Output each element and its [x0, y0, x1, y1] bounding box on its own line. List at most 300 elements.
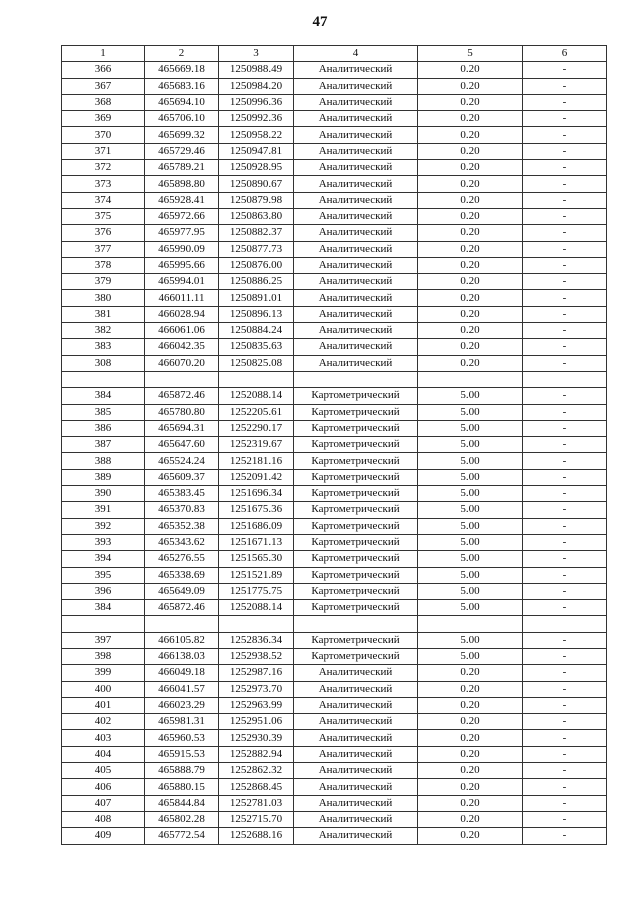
table-row	[62, 143, 607, 159]
column-header-6: 6	[523, 46, 607, 62]
point-number-cell: 391	[62, 502, 145, 518]
point-number-cell: 390	[62, 486, 145, 502]
note-cell: -	[523, 339, 607, 355]
table-row	[62, 176, 607, 192]
y-coordinate-cell: 1252963.99	[219, 697, 294, 713]
y-coordinate-cell: 1251671.13	[219, 534, 294, 550]
table-header-row	[62, 46, 607, 62]
point-number-cell: 369	[62, 111, 145, 127]
x-coordinate-cell: 465844.84	[145, 795, 219, 811]
point-number-cell: 381	[62, 306, 145, 322]
point-number-cell: 401	[62, 697, 145, 713]
table-row	[62, 78, 607, 94]
x-coordinate-cell: 466049.18	[145, 665, 219, 681]
accuracy-cell: 0.20	[418, 78, 523, 94]
point-number-cell: 375	[62, 208, 145, 224]
x-coordinate-cell	[145, 616, 219, 632]
y-coordinate-cell: 1252715.70	[219, 811, 294, 827]
x-coordinate-cell: 465898.80	[145, 176, 219, 192]
point-number-cell: 378	[62, 257, 145, 273]
point-number-cell: 402	[62, 714, 145, 730]
table-row	[62, 111, 607, 127]
y-coordinate-cell: 1252181.16	[219, 453, 294, 469]
table-row	[62, 665, 607, 681]
note-cell: -	[523, 648, 607, 664]
note-cell: -	[523, 208, 607, 224]
y-coordinate-cell: 1250928.95	[219, 160, 294, 176]
method-cell: Аналитический	[294, 828, 418, 844]
method-cell: Аналитический	[294, 665, 418, 681]
method-cell: Аналитический	[294, 94, 418, 110]
y-coordinate-cell: 1250882.37	[219, 225, 294, 241]
accuracy-cell: 0.20	[418, 208, 523, 224]
accuracy-cell: 0.20	[418, 257, 523, 273]
table-row	[62, 697, 607, 713]
note-cell: -	[523, 600, 607, 616]
y-coordinate-cell: 1252862.32	[219, 763, 294, 779]
table-row	[62, 551, 607, 567]
note-cell: -	[523, 779, 607, 795]
x-coordinate-cell: 465995.66	[145, 257, 219, 273]
method-cell: Картометрический	[294, 437, 418, 453]
separator-row	[62, 616, 607, 632]
point-number-cell: 373	[62, 176, 145, 192]
method-cell: Аналитический	[294, 306, 418, 322]
table-row	[62, 730, 607, 746]
method-cell: Аналитический	[294, 127, 418, 143]
note-cell: -	[523, 127, 607, 143]
accuracy-cell: 0.20	[418, 143, 523, 159]
method-cell: Аналитический	[294, 160, 418, 176]
method-cell: Аналитический	[294, 681, 418, 697]
y-coordinate-cell: 1252882.94	[219, 746, 294, 762]
y-coordinate-cell: 1252781.03	[219, 795, 294, 811]
column-header-1: 1	[62, 46, 145, 62]
method-cell: Картометрический	[294, 518, 418, 534]
accuracy-cell: 0.20	[418, 681, 523, 697]
note-cell: -	[523, 176, 607, 192]
table-row	[62, 681, 607, 697]
point-number-cell: 405	[62, 763, 145, 779]
column-header-2: 2	[145, 46, 219, 62]
note-cell: -	[523, 746, 607, 762]
y-coordinate-cell: 1250877.73	[219, 241, 294, 257]
note-cell: -	[523, 388, 607, 404]
y-coordinate-cell: 1250884.24	[219, 323, 294, 339]
table-row	[62, 192, 607, 208]
accuracy-cell: 5.00	[418, 567, 523, 583]
method-cell: Картометрический	[294, 632, 418, 648]
y-coordinate-cell: 1250947.81	[219, 143, 294, 159]
note-cell: -	[523, 681, 607, 697]
point-number-cell: 392	[62, 518, 145, 534]
accuracy-cell: 5.00	[418, 453, 523, 469]
accuracy-cell: 5.00	[418, 420, 523, 436]
point-number-cell: 394	[62, 551, 145, 567]
table-row	[62, 290, 607, 306]
note-cell: -	[523, 290, 607, 306]
method-cell: Аналитический	[294, 257, 418, 273]
table-row	[62, 534, 607, 550]
table-row	[62, 94, 607, 110]
table-row	[62, 811, 607, 827]
x-coordinate-cell	[145, 371, 219, 387]
point-number-cell: 393	[62, 534, 145, 550]
point-number-cell: 406	[62, 779, 145, 795]
y-coordinate-cell: 1252290.17	[219, 420, 294, 436]
accuracy-cell: 0.20	[418, 62, 523, 78]
method-cell: Картометрический	[294, 388, 418, 404]
x-coordinate-cell: 465276.55	[145, 551, 219, 567]
point-number-cell: 371	[62, 143, 145, 159]
point-number-cell: 374	[62, 192, 145, 208]
point-number-cell: 408	[62, 811, 145, 827]
y-coordinate-cell: 1250958.22	[219, 127, 294, 143]
accuracy-cell: 0.20	[418, 697, 523, 713]
column-header-3: 3	[219, 46, 294, 62]
note-cell: -	[523, 453, 607, 469]
x-coordinate-cell: 466041.57	[145, 681, 219, 697]
method-cell	[294, 371, 418, 387]
method-cell: Аналитический	[294, 192, 418, 208]
table-row	[62, 583, 607, 599]
accuracy-cell: 0.20	[418, 306, 523, 322]
x-coordinate-cell: 466023.29	[145, 697, 219, 713]
accuracy-cell: 0.20	[418, 94, 523, 110]
x-coordinate-cell: 465683.16	[145, 78, 219, 94]
table-row	[62, 241, 607, 257]
table-row	[62, 486, 607, 502]
note-cell: -	[523, 225, 607, 241]
y-coordinate-cell: 1250996.36	[219, 94, 294, 110]
point-number-cell: 367	[62, 78, 145, 94]
note-cell: -	[523, 583, 607, 599]
x-coordinate-cell: 465972.66	[145, 208, 219, 224]
method-cell: Картометрический	[294, 534, 418, 550]
x-coordinate-cell: 465780.80	[145, 404, 219, 420]
point-number-cell: 395	[62, 567, 145, 583]
column-header-4: 4	[294, 46, 418, 62]
accuracy-cell: 0.20	[418, 111, 523, 127]
point-number-cell: 368	[62, 94, 145, 110]
accuracy-cell: 5.00	[418, 437, 523, 453]
note-cell: -	[523, 257, 607, 273]
point-number-cell: 377	[62, 241, 145, 257]
x-coordinate-cell: 465872.46	[145, 600, 219, 616]
accuracy-cell: 5.00	[418, 534, 523, 550]
method-cell: Аналитический	[294, 714, 418, 730]
point-number-cell: 379	[62, 274, 145, 290]
y-coordinate-cell: 1252938.52	[219, 648, 294, 664]
method-cell: Картометрический	[294, 567, 418, 583]
point-number-cell: 366	[62, 62, 145, 78]
x-coordinate-cell: 465694.31	[145, 420, 219, 436]
method-cell: Картометрический	[294, 551, 418, 567]
table-row	[62, 746, 607, 762]
accuracy-cell: 5.00	[418, 404, 523, 420]
table-row	[62, 502, 607, 518]
table-row	[62, 714, 607, 730]
note-cell: -	[523, 763, 607, 779]
note-cell: -	[523, 404, 607, 420]
x-coordinate-cell: 466028.94	[145, 306, 219, 322]
accuracy-cell	[418, 371, 523, 387]
point-number-cell: 308	[62, 355, 145, 371]
note-cell: -	[523, 94, 607, 110]
point-number-cell: 398	[62, 648, 145, 664]
method-cell: Аналитический	[294, 176, 418, 192]
accuracy-cell: 0.20	[418, 746, 523, 762]
method-cell	[294, 616, 418, 632]
note-cell: -	[523, 795, 607, 811]
x-coordinate-cell: 465772.54	[145, 828, 219, 844]
note-cell	[523, 371, 607, 387]
x-coordinate-cell: 466105.82	[145, 632, 219, 648]
x-coordinate-cell: 465338.69	[145, 567, 219, 583]
method-cell: Аналитический	[294, 795, 418, 811]
accuracy-cell: 5.00	[418, 648, 523, 664]
x-coordinate-cell: 466011.11	[145, 290, 219, 306]
table-row	[62, 600, 607, 616]
accuracy-cell: 0.20	[418, 241, 523, 257]
accuracy-cell: 0.20	[418, 274, 523, 290]
x-coordinate-cell: 465699.32	[145, 127, 219, 143]
method-cell: Аналитический	[294, 111, 418, 127]
x-coordinate-cell: 465928.41	[145, 192, 219, 208]
x-coordinate-cell: 466042.35	[145, 339, 219, 355]
x-coordinate-cell: 465383.45	[145, 486, 219, 502]
point-number-cell: 383	[62, 339, 145, 355]
y-coordinate-cell: 1250984.20	[219, 78, 294, 94]
point-number-cell: 388	[62, 453, 145, 469]
note-cell: -	[523, 502, 607, 518]
note-cell: -	[523, 811, 607, 827]
point-number-cell: 404	[62, 746, 145, 762]
table-row	[62, 404, 607, 420]
table-row	[62, 795, 607, 811]
table-row	[62, 355, 607, 371]
y-coordinate-cell: 1250835.63	[219, 339, 294, 355]
point-number-cell: 407	[62, 795, 145, 811]
table-row	[62, 323, 607, 339]
x-coordinate-cell: 465977.95	[145, 225, 219, 241]
y-coordinate-cell: 1252205.61	[219, 404, 294, 420]
accuracy-cell: 0.20	[418, 795, 523, 811]
point-number-cell: 380	[62, 290, 145, 306]
accuracy-cell: 5.00	[418, 632, 523, 648]
y-coordinate-cell: 1250876.00	[219, 257, 294, 273]
accuracy-cell: 0.20	[418, 160, 523, 176]
method-cell: Аналитический	[294, 323, 418, 339]
table-row	[62, 208, 607, 224]
x-coordinate-cell: 465789.21	[145, 160, 219, 176]
point-number-cell	[62, 371, 145, 387]
note-cell: -	[523, 355, 607, 371]
method-cell: Аналитический	[294, 143, 418, 159]
table-row	[62, 453, 607, 469]
y-coordinate-cell: 1252319.67	[219, 437, 294, 453]
note-cell: -	[523, 241, 607, 257]
y-coordinate-cell: 1252987.16	[219, 665, 294, 681]
point-number-cell: 372	[62, 160, 145, 176]
y-coordinate-cell: 1250886.25	[219, 274, 294, 290]
method-cell: Аналитический	[294, 339, 418, 355]
note-cell: -	[523, 323, 607, 339]
x-coordinate-cell: 465872.46	[145, 388, 219, 404]
method-cell: Аналитический	[294, 290, 418, 306]
point-number-cell: 387	[62, 437, 145, 453]
table-row	[62, 828, 607, 844]
note-cell: -	[523, 828, 607, 844]
accuracy-cell: 5.00	[418, 388, 523, 404]
point-number-cell: 386	[62, 420, 145, 436]
y-coordinate-cell: 1250992.36	[219, 111, 294, 127]
y-coordinate-cell: 1251696.34	[219, 486, 294, 502]
x-coordinate-cell: 465343.62	[145, 534, 219, 550]
coordinates-table	[61, 45, 607, 845]
table-row	[62, 62, 607, 78]
method-cell: Картометрический	[294, 600, 418, 616]
x-coordinate-cell: 465990.09	[145, 241, 219, 257]
method-cell: Картометрический	[294, 404, 418, 420]
point-number-cell: 384	[62, 388, 145, 404]
table-row	[62, 567, 607, 583]
accuracy-cell: 5.00	[418, 583, 523, 599]
accuracy-cell: 0.20	[418, 290, 523, 306]
table-row	[62, 632, 607, 648]
note-cell	[523, 616, 607, 632]
table-row	[62, 257, 607, 273]
y-coordinate-cell: 1250891.01	[219, 290, 294, 306]
accuracy-cell: 0.20	[418, 763, 523, 779]
table-row	[62, 437, 607, 453]
note-cell: -	[523, 437, 607, 453]
x-coordinate-cell: 465609.37	[145, 469, 219, 485]
accuracy-cell: 0.20	[418, 811, 523, 827]
accuracy-cell: 0.20	[418, 730, 523, 746]
point-number-cell: 409	[62, 828, 145, 844]
accuracy-cell: 5.00	[418, 551, 523, 567]
note-cell: -	[523, 469, 607, 485]
note-cell: -	[523, 665, 607, 681]
note-cell: -	[523, 518, 607, 534]
x-coordinate-cell: 465880.15	[145, 779, 219, 795]
method-cell: Аналитический	[294, 62, 418, 78]
y-coordinate-cell: 1251675.36	[219, 502, 294, 518]
x-coordinate-cell: 465647.60	[145, 437, 219, 453]
method-cell: Аналитический	[294, 697, 418, 713]
note-cell: -	[523, 486, 607, 502]
note-cell: -	[523, 78, 607, 94]
table-body	[62, 62, 607, 844]
note-cell: -	[523, 730, 607, 746]
x-coordinate-cell: 465994.01	[145, 274, 219, 290]
separator-row	[62, 371, 607, 387]
y-coordinate-cell	[219, 371, 294, 387]
method-cell: Картометрический	[294, 648, 418, 664]
table-row	[62, 160, 607, 176]
note-cell: -	[523, 143, 607, 159]
accuracy-cell: 0.20	[418, 828, 523, 844]
y-coordinate-cell: 1251521.89	[219, 567, 294, 583]
table-row	[62, 763, 607, 779]
note-cell: -	[523, 192, 607, 208]
method-cell: Картометрический	[294, 486, 418, 502]
method-cell: Аналитический	[294, 355, 418, 371]
accuracy-cell: 0.20	[418, 779, 523, 795]
point-number-cell: 399	[62, 665, 145, 681]
method-cell: Аналитический	[294, 746, 418, 762]
table-row	[62, 127, 607, 143]
x-coordinate-cell: 465524.24	[145, 453, 219, 469]
x-coordinate-cell: 466061.06	[145, 323, 219, 339]
method-cell: Картометрический	[294, 453, 418, 469]
x-coordinate-cell: 465694.10	[145, 94, 219, 110]
accuracy-cell: 5.00	[418, 502, 523, 518]
y-coordinate-cell	[219, 616, 294, 632]
y-coordinate-cell: 1252868.45	[219, 779, 294, 795]
y-coordinate-cell: 1250988.49	[219, 62, 294, 78]
y-coordinate-cell: 1252088.14	[219, 600, 294, 616]
table-row	[62, 779, 607, 795]
x-coordinate-cell: 465960.53	[145, 730, 219, 746]
point-number-cell	[62, 616, 145, 632]
x-coordinate-cell: 466070.20	[145, 355, 219, 371]
method-cell: Аналитический	[294, 78, 418, 94]
accuracy-cell: 0.20	[418, 665, 523, 681]
y-coordinate-cell: 1250863.80	[219, 208, 294, 224]
x-coordinate-cell: 465669.18	[145, 62, 219, 78]
method-cell: Аналитический	[294, 208, 418, 224]
y-coordinate-cell: 1252688.16	[219, 828, 294, 844]
y-coordinate-cell: 1252973.70	[219, 681, 294, 697]
method-cell: Аналитический	[294, 763, 418, 779]
accuracy-cell	[418, 616, 523, 632]
method-cell: Картометрический	[294, 583, 418, 599]
note-cell: -	[523, 632, 607, 648]
y-coordinate-cell: 1251775.75	[219, 583, 294, 599]
note-cell: -	[523, 62, 607, 78]
y-coordinate-cell: 1250890.67	[219, 176, 294, 192]
accuracy-cell: 0.20	[418, 127, 523, 143]
x-coordinate-cell: 465915.53	[145, 746, 219, 762]
method-cell: Аналитический	[294, 241, 418, 257]
x-coordinate-cell: 465888.79	[145, 763, 219, 779]
accuracy-cell: 0.20	[418, 225, 523, 241]
method-cell: Картометрический	[294, 502, 418, 518]
point-number-cell: 384	[62, 600, 145, 616]
note-cell: -	[523, 697, 607, 713]
accuracy-cell: 0.20	[418, 714, 523, 730]
accuracy-cell: 0.20	[418, 339, 523, 355]
accuracy-cell: 5.00	[418, 486, 523, 502]
y-coordinate-cell: 1250825.08	[219, 355, 294, 371]
method-cell: Аналитический	[294, 225, 418, 241]
note-cell: -	[523, 534, 607, 550]
x-coordinate-cell: 466138.03	[145, 648, 219, 664]
accuracy-cell: 0.20	[418, 323, 523, 339]
y-coordinate-cell: 1250896.13	[219, 306, 294, 322]
table-row	[62, 306, 607, 322]
table-row	[62, 339, 607, 355]
y-coordinate-cell: 1252930.39	[219, 730, 294, 746]
method-cell: Картометрический	[294, 469, 418, 485]
table-row	[62, 274, 607, 290]
table-row	[62, 420, 607, 436]
method-cell: Аналитический	[294, 811, 418, 827]
y-coordinate-cell: 1252836.34	[219, 632, 294, 648]
point-number-cell: 396	[62, 583, 145, 599]
